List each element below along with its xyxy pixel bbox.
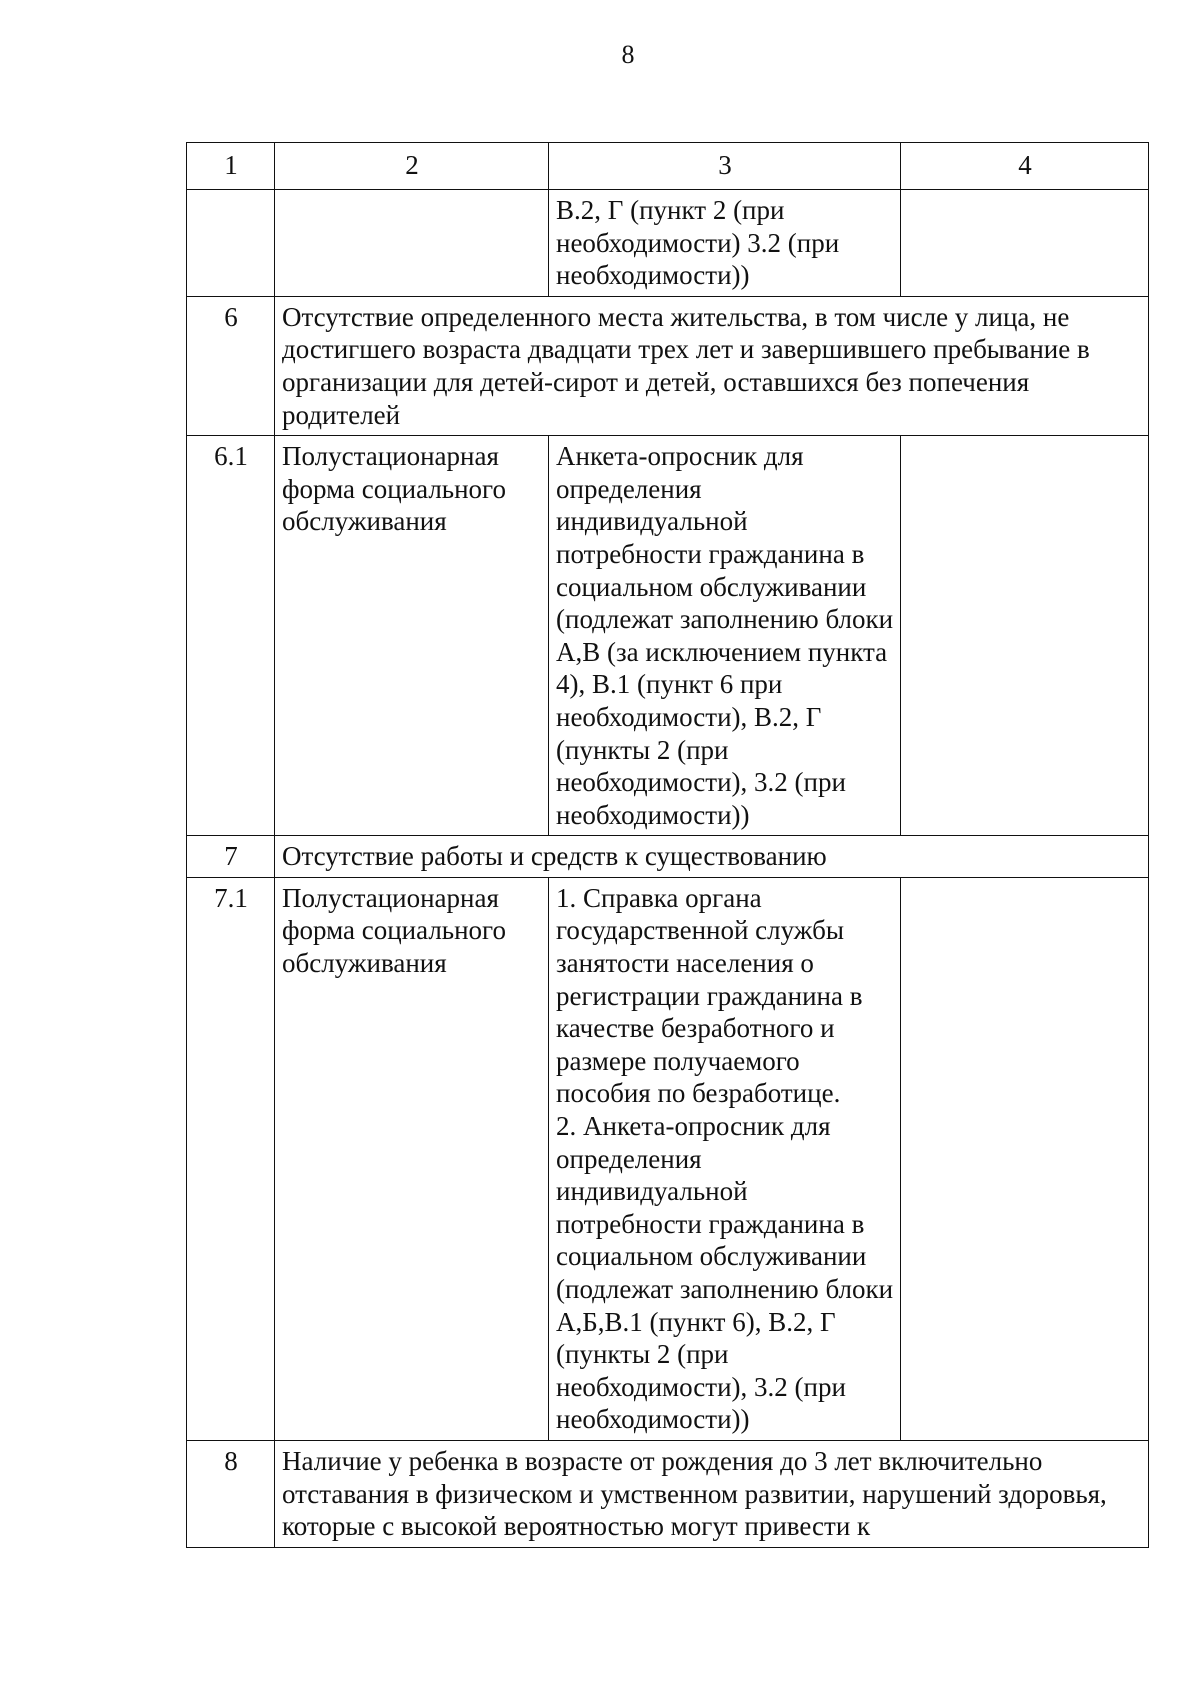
header-cell-4: 4 xyxy=(901,143,1149,190)
section-heading-cell: Отсутствие работы и средств к существованию xyxy=(275,836,1149,878)
row-number: 7.1 xyxy=(187,877,275,1440)
header-cell-1: 1 xyxy=(187,143,275,190)
header-cell-2: 2 xyxy=(275,143,549,190)
service-form-cell xyxy=(275,190,549,297)
table-row xyxy=(187,190,1149,297)
documents-cell: Анкета-опросник для определения индивидуальной потребности гражданина в социальном обслуживании (подлежат заполнению блоки А,В (за исключением пункта 4), В.1 (пункт 6 при необходимости), В.2, Г (пункты 2 (при необходимости), 3.2 (при необходимости)) xyxy=(549,436,901,836)
table-row xyxy=(187,836,1149,878)
section-heading-cell: Отсутствие определенного места жительства, в том числе у лица, не достигшего возраста двадцати трех лет и завершившего пребывание в организации для детей-сирот и детей, оставшихся без попечения родителей xyxy=(275,296,1149,435)
documents-cell: В.2, Г (пункт 2 (при необходимости) 3.2 (при необходимости)) xyxy=(549,190,901,297)
note-cell xyxy=(901,877,1149,1440)
documents-item-1: 1. Справка органа государственной службы занятости населения о регистрации гражданина в качестве безработного и размере получаемого пособия по безработице. xyxy=(556,882,863,1109)
documents-item-2: 2. Анкета-опросник для определения индивидуальной потребности гражданина в социальном обслуживании (подлежат заполнению блоки А,Б,В.1 (пункт 6), В.2, Г (пункты 2 (при необходимости), 3.2 (при необходимости)) xyxy=(556,1111,894,1435)
table-header-row xyxy=(187,143,1149,190)
note-cell xyxy=(901,436,1149,836)
service-form-cell: Полустационарная форма социального обслуживания xyxy=(275,877,549,1440)
section-heading-cell: Наличие у ребенка в возрасте от рождения до 3 лет включительно отставания в физическом и умственном развитии, нарушений здоровья, которые с высокой вероятностью могут привести к xyxy=(275,1440,1149,1547)
row-number: 8 xyxy=(187,1440,275,1547)
table-row xyxy=(187,1440,1149,1547)
row-number: 6 xyxy=(187,296,275,435)
row-number: 7 xyxy=(187,836,275,878)
table-row xyxy=(187,877,1149,1440)
note-cell xyxy=(901,190,1149,297)
header-cell-3: 3 xyxy=(549,143,901,190)
row-number: 6.1 xyxy=(187,436,275,836)
table-row xyxy=(187,296,1149,435)
row-number xyxy=(187,190,275,297)
documents-cell xyxy=(549,877,901,1440)
page-number: 8 xyxy=(621,40,635,69)
document-table xyxy=(186,142,1149,1548)
service-form-cell: Полустационарная форма социального обслуживания xyxy=(275,436,549,836)
table-row xyxy=(187,436,1149,836)
